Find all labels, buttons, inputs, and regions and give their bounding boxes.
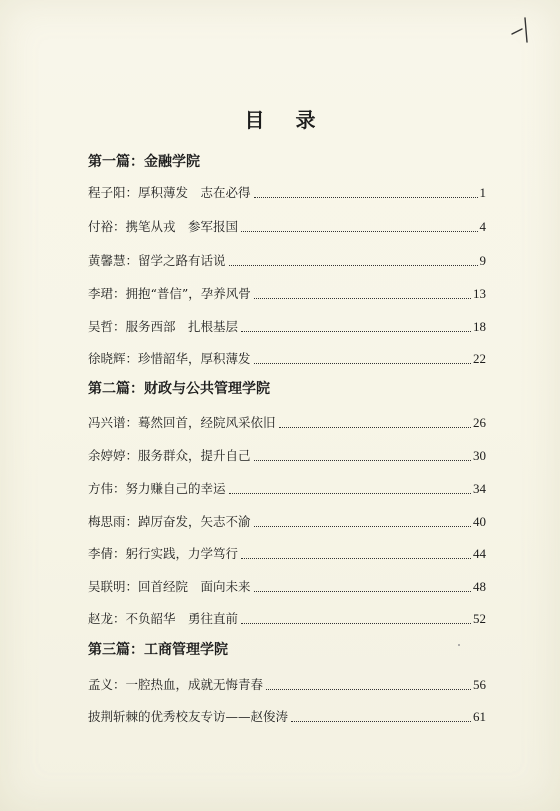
entry-title: 孟义：一腔热血，成就无悔青春 — [88, 677, 264, 692]
toc-entry[interactable] — [88, 480, 486, 498]
dot-leader — [266, 689, 471, 690]
entry-title: 李倩：躬行实践，力学笃行 — [88, 546, 239, 561]
entry-title: 李珺：拥抱“普信”，孕养风骨 — [88, 286, 251, 301]
entry-page-number: 61 — [473, 709, 486, 724]
toc-entry[interactable] — [88, 578, 486, 596]
handwritten-mark — [510, 14, 532, 44]
entry-page-number: 22 — [473, 351, 486, 366]
entry-title: 赵龙：不负韶华 勇往直前 — [88, 611, 239, 626]
toc-entry[interactable] — [88, 545, 486, 563]
toc-entry[interactable] — [88, 513, 486, 531]
paper-speck — [458, 644, 460, 646]
entry-page-number: 4 — [479, 219, 486, 234]
toc-entry[interactable] — [88, 350, 486, 368]
entry-title: 吴联明：回首经院 面向未来 — [88, 579, 251, 594]
entry-page-number: 9 — [479, 253, 486, 268]
toc-entry[interactable] — [88, 218, 486, 236]
entry-title: 黄馨慧：留学之路有话说 — [88, 253, 226, 268]
section-heading-3: 第三篇：工商管理学院 — [88, 642, 228, 658]
dot-leader — [254, 363, 471, 364]
entry-title: 梅思雨：踔厉奋发，矢志不渝 — [88, 514, 251, 529]
dot-leader — [291, 721, 471, 722]
toc-entry[interactable] — [88, 708, 486, 726]
entry-page-number: 13 — [473, 286, 486, 301]
toc-entry[interactable] — [88, 318, 486, 336]
toc-entry[interactable] — [88, 414, 486, 432]
entry-title: 徐晓辉：珍惜韶华，厚积薄发 — [88, 351, 251, 366]
section-heading-1: 第一篇：金融学院 — [88, 154, 200, 170]
entry-page-number: 52 — [473, 611, 486, 626]
entry-page-number: 30 — [473, 448, 486, 463]
dot-leader — [254, 526, 471, 527]
dot-leader — [254, 298, 471, 299]
entry-page-number: 18 — [473, 319, 486, 334]
section-heading-2: 第二篇：财政与公共管理学院 — [88, 381, 270, 397]
dot-leader — [254, 460, 471, 461]
toc-entry[interactable] — [88, 676, 486, 694]
dot-leader — [241, 623, 471, 624]
toc-entry[interactable] — [88, 184, 486, 202]
toc-entry[interactable] — [88, 610, 486, 628]
entry-title: 吴哲：服务西部 扎根基层 — [88, 319, 239, 334]
toc-entry[interactable] — [88, 285, 486, 303]
entry-page-number: 26 — [473, 415, 486, 430]
entry-title: 方伟：努力赚自己的幸运 — [88, 481, 226, 496]
dot-leader — [254, 591, 471, 592]
dot-leader — [241, 558, 471, 559]
dot-leader — [254, 197, 478, 198]
entry-title: 程子阳：厚积薄发 志在必得 — [88, 185, 251, 200]
entry-title: 冯兴谱：蓦然回首，经院风采依旧 — [88, 415, 276, 430]
page-title: 目 录 — [244, 108, 328, 132]
toc-entry[interactable] — [88, 447, 486, 465]
dot-leader — [241, 231, 477, 232]
entry-page-number: 34 — [473, 481, 486, 496]
toc-entry[interactable] — [88, 252, 486, 270]
entry-title: 付裕：携笔从戎 参军报国 — [88, 219, 239, 234]
entry-title: 披荆斩棘的优秀校友专访——赵俊涛 — [88, 709, 289, 724]
entry-page-number: 1 — [479, 185, 486, 200]
dot-leader — [279, 427, 471, 428]
entry-title: 余婷婷：服务群众，提升自己 — [88, 448, 251, 463]
dot-leader — [241, 331, 471, 332]
entry-page-number: 40 — [473, 514, 486, 529]
dot-leader — [229, 493, 471, 494]
dot-leader — [229, 265, 478, 266]
entry-page-number: 48 — [473, 579, 486, 594]
entry-page-number: 44 — [473, 546, 486, 561]
entry-page-number: 56 — [473, 677, 486, 692]
